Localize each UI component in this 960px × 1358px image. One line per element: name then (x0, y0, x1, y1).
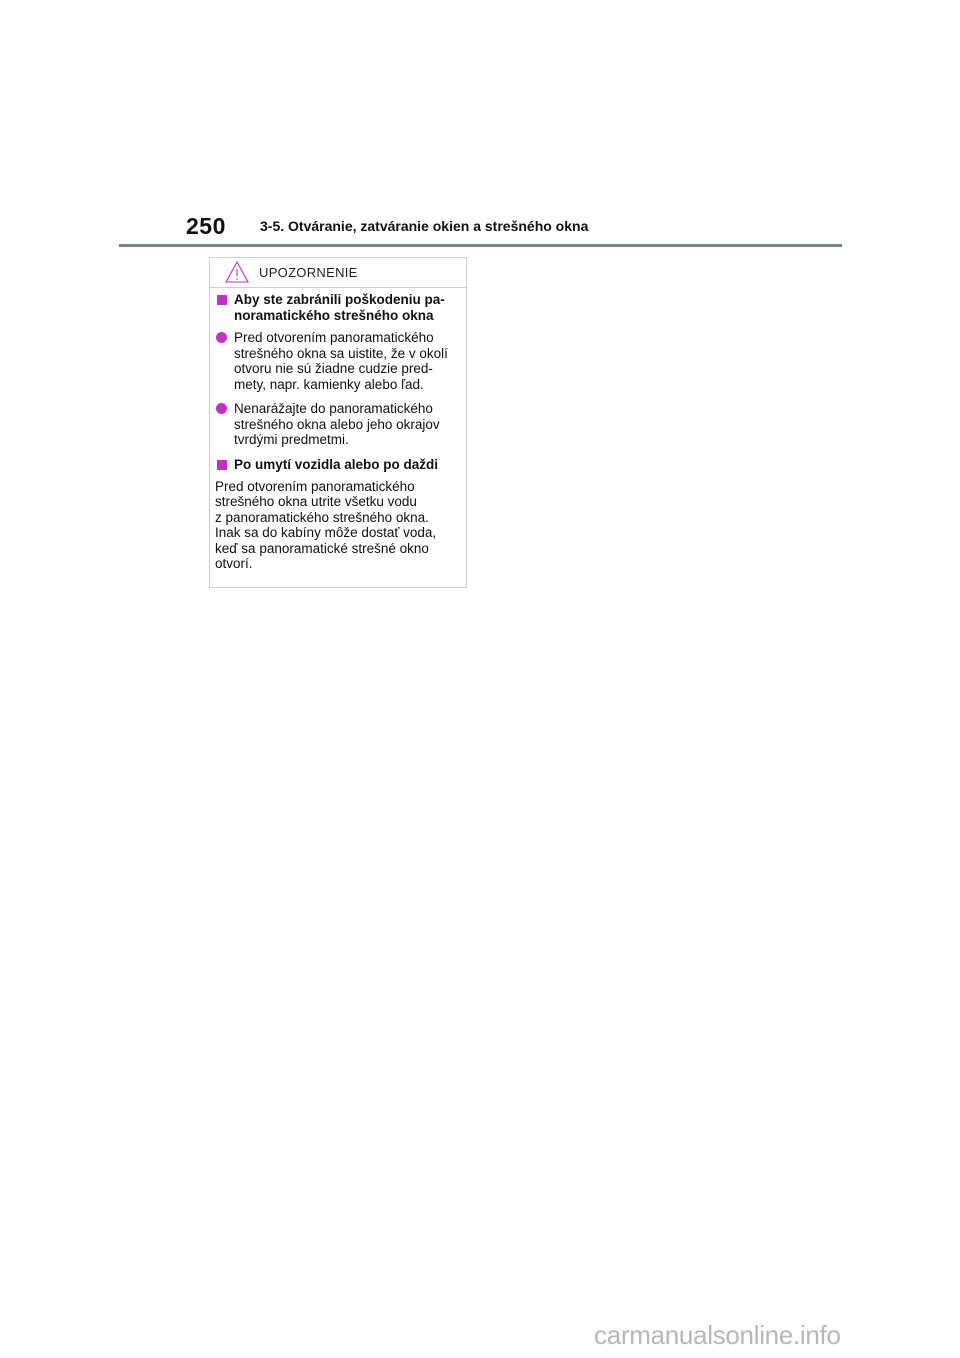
bullet-line: Nenarážajte do panoramatického (234, 401, 433, 416)
warning-triangle-icon (224, 260, 250, 284)
round-bullet-icon (216, 403, 227, 414)
caution-box (209, 257, 467, 588)
bullet-line: mety, napr. kamienky alebo ľad. (234, 376, 424, 392)
page-number: 250 (186, 213, 226, 239)
paragraph-line: Pred otvorením panoramatického (215, 478, 415, 494)
caution-body (210, 292, 466, 572)
page-header (186, 213, 826, 247)
bullet-line: strešného okna alebo jeho okrajov (234, 416, 440, 432)
paragraph-line: z panoramatického strešného okna. (215, 509, 429, 525)
bullet-item (215, 330, 458, 392)
caution-title: UPOZORNENIE (259, 265, 358, 280)
square-bullet-icon (217, 460, 227, 470)
bullet-item (215, 401, 458, 448)
section-heading-wash (215, 457, 466, 473)
heading-line: Po umytí vozidla alebo po daždi (234, 456, 439, 472)
paragraph-line: otvorí. (215, 556, 253, 571)
square-bullet-icon (217, 295, 227, 305)
bullet-line: Pred otvorením panoramatického (234, 330, 434, 345)
header-divider (119, 244, 842, 247)
caution-header (210, 258, 466, 288)
bullet-line: strešného okna sa uistite, že v okolí (234, 345, 448, 361)
watermark: carmanualsonline.info (594, 1320, 841, 1350)
section-title: 3-5. Otváranie, zatváranie okien a strešného okna (260, 218, 589, 234)
heading-line: noramatického strešného okna (234, 308, 434, 323)
paragraph-line: Inak sa do kabíny môže dostať voda, (215, 525, 437, 540)
bullet-line: otvoru nie sú žiadne cudzie pred- (234, 361, 433, 376)
paragraph (215, 479, 456, 572)
bullet-line: tvrdými predmetmi. (234, 432, 349, 447)
paragraph-line: strešného okna utrite všetku vodu (215, 494, 417, 509)
paragraph-line: keď sa panoramatické strešné okno (215, 540, 429, 556)
section-heading-damage (215, 292, 466, 324)
round-bullet-icon (216, 332, 227, 343)
heading-line: Aby ste zabránili poškodeniu pa- (234, 292, 445, 307)
